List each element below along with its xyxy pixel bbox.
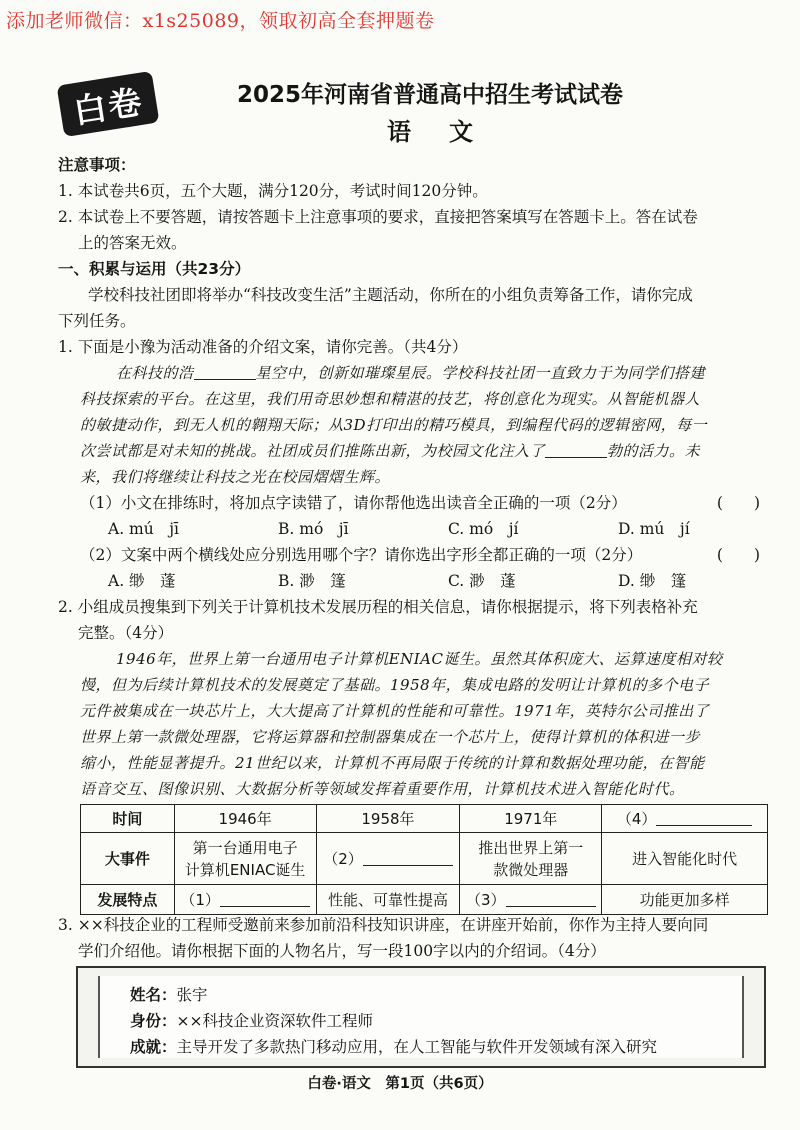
paper-stamp: 白卷	[59, 73, 157, 135]
q1-passage-line2: 科技探索的平台。在这里，我们用奇思妙想和精湛的技艺，将创意化为现实。从智能机器人	[80, 390, 701, 408]
question-3-stem-line1: 3. ××科技企业的工程师受邀前来参加前沿科技知识讲座，在讲座开始前，你作为主持人要向同	[58, 916, 709, 934]
business-card-body	[98, 976, 744, 1058]
q1-blank-2[interactable]	[545, 441, 607, 458]
blank-cell-3[interactable]: （3）	[460, 885, 602, 915]
section-1-intro-line1: 学校科技社团即将举办“科技改变生活”主题活动，你所在的小组负责筹备工作，请你完成	[88, 286, 693, 304]
option-d[interactable]: D. mú jí	[618, 520, 690, 538]
table-row	[81, 805, 768, 833]
table-cell: 1946年	[174, 805, 316, 833]
option-c[interactable]: C. 渺 蓬	[448, 572, 516, 590]
option-a[interactable]: A. mú jī	[108, 520, 179, 538]
exam-title: 2025年河南省普通高中招生考试试卷	[236, 82, 623, 108]
table-cell: 进入智能化时代	[602, 833, 768, 885]
notice-heading: 注意事项：	[58, 156, 136, 174]
exam-subject: 语文	[387, 118, 511, 146]
q2-passage-line5: 缩小，性能显著提升。21世纪以来，计算机不再局限于传统的计算和数据处理功能，在智能	[80, 754, 705, 772]
card-achievement-row: 成就：主导开发了多款热门移动应用，在人工智能与软件开发领域有深入研究	[130, 1038, 658, 1056]
q2-passage-line3: 元件被集成在一块芯片上，大大提高了计算机的性能和可靠性。1971年，英特尔公司推出了	[80, 702, 710, 720]
table-row	[81, 885, 768, 915]
header-cell-feature: 发展特点	[81, 885, 175, 915]
business-card	[76, 966, 766, 1068]
q1-sub1-options	[108, 516, 738, 542]
q2-passage-line6: 语音交互、图像识别、大数据分析等领域发挥着重要作用，计算机技术进入智能化时代。	[80, 780, 685, 798]
header-cell-event: 大事件	[81, 833, 175, 885]
question-2-stem-line2: 完整。（4分）	[78, 624, 174, 642]
table-cell: 功能更加多样	[602, 885, 768, 915]
table-cell: 第一台通用电子 计算机ENIAC诞生	[174, 833, 316, 885]
q1-sub-2: （2）文案中两个横线处应分别选用哪个字？请你选出字形全都正确的一项（2分） ( )	[80, 542, 760, 568]
q1-passage-line5: 来，我们将继续让科技之光在校园熠熠生辉。	[80, 468, 391, 486]
table-cell: 1958年	[316, 805, 460, 833]
card-identity-row: 身份：××科技企业资深软件工程师	[130, 1012, 373, 1030]
q1-sub2-options	[108, 568, 738, 594]
notice-item-1: 1. 本试卷共6页，五个大题，满分120分，考试时间120分钟。	[58, 182, 488, 200]
q2-passage-line4: 世界上第一款微处理器，它将运算器和控制器集成在一个芯片上，使得计算机的体积进一步	[80, 728, 701, 746]
q1-blank-1[interactable]	[194, 363, 256, 380]
table-cell: 推出世界上第一 款微处理器	[460, 833, 602, 885]
blank-cell-2[interactable]: （2）	[316, 833, 460, 885]
option-c[interactable]: C. mó jí	[448, 520, 519, 538]
table-cell: 性能、可靠性提高	[316, 885, 460, 915]
option-a[interactable]: A. 缈 蓬	[108, 572, 176, 590]
q2-passage-line2: 慢，但为后续计算机技术的发展奠定了基础。1958年，集成电路的发明让计算机的多个电子	[80, 676, 710, 694]
q1-sub2-answer-paren[interactable]: ( )	[716, 546, 760, 564]
option-b[interactable]: B. 渺 篷	[278, 572, 346, 590]
watermark-text: 添加老师微信：x1s25089，领取初高全套押题卷	[6, 10, 435, 32]
q1-passage-line4: 次尝试都是对未知的挑战。社团成员们推陈出新，为校园文化注入了 勃的活力。未	[80, 442, 701, 460]
option-b[interactable]: B. mó jī	[278, 520, 349, 538]
q1-sub1-answer-paren[interactable]: ( )	[716, 494, 760, 512]
notice-item-2-line2: 上的答案无效。	[78, 234, 187, 252]
section-1-heading: 一、积累与运用（共23分）	[58, 260, 251, 278]
q1-passage-line3: 的敏捷动作，到无人机的翱翔天际；从3D打印出的精巧模具，到编程代码的逻辑密网，每一	[80, 416, 708, 434]
computer-history-table	[80, 804, 768, 915]
page-footer: 白卷·语文 第1页（共6页）	[307, 1076, 493, 1092]
table-row	[81, 833, 768, 885]
question-2-stem-line1: 2. 小组成员搜集到下列关于计算机技术发展历程的相关信息，请你根据提示，将下列表格补充	[58, 598, 698, 616]
q2-passage-line1: 1946年，世界上第一台通用电子计算机ENIAC诞生。虽然其体积庞大、运算速度相对较	[116, 650, 723, 668]
q1-sub-1: （1）小文在排练时，将加点字读错了，请你帮他选出读音全正确的一项（2分） ( )	[80, 490, 760, 516]
question-1-stem: 1. 下面是小豫为活动准备的介绍文案，请你完善。（共4分）	[58, 338, 468, 356]
section-1-intro-line2: 下列任务。	[58, 312, 136, 330]
q1-passage-line1: 在科技的浩 星空中，创新如璀璨星辰。学校科技社团一直致力于为同学们搭建	[116, 364, 706, 382]
notice-item-2-line1: 2. 本试卷上不要答题，请按答题卡上注意事项的要求，直接把答案填写在答题卡上。答在试卷	[58, 208, 698, 226]
header-cell-time: 时间	[81, 805, 175, 833]
table-cell: 1971年	[460, 805, 602, 833]
question-3-stem-line2: 学们介绍他。请你根据下面的人物名片，写一段100字以内的介绍词。（4分）	[78, 942, 606, 960]
card-name-row: 姓名：张宇	[130, 986, 208, 1004]
option-d[interactable]: D. 缈 篷	[618, 572, 687, 590]
blank-cell-4[interactable]: （4）	[602, 805, 768, 833]
blank-cell-1[interactable]: （1）	[174, 885, 316, 915]
